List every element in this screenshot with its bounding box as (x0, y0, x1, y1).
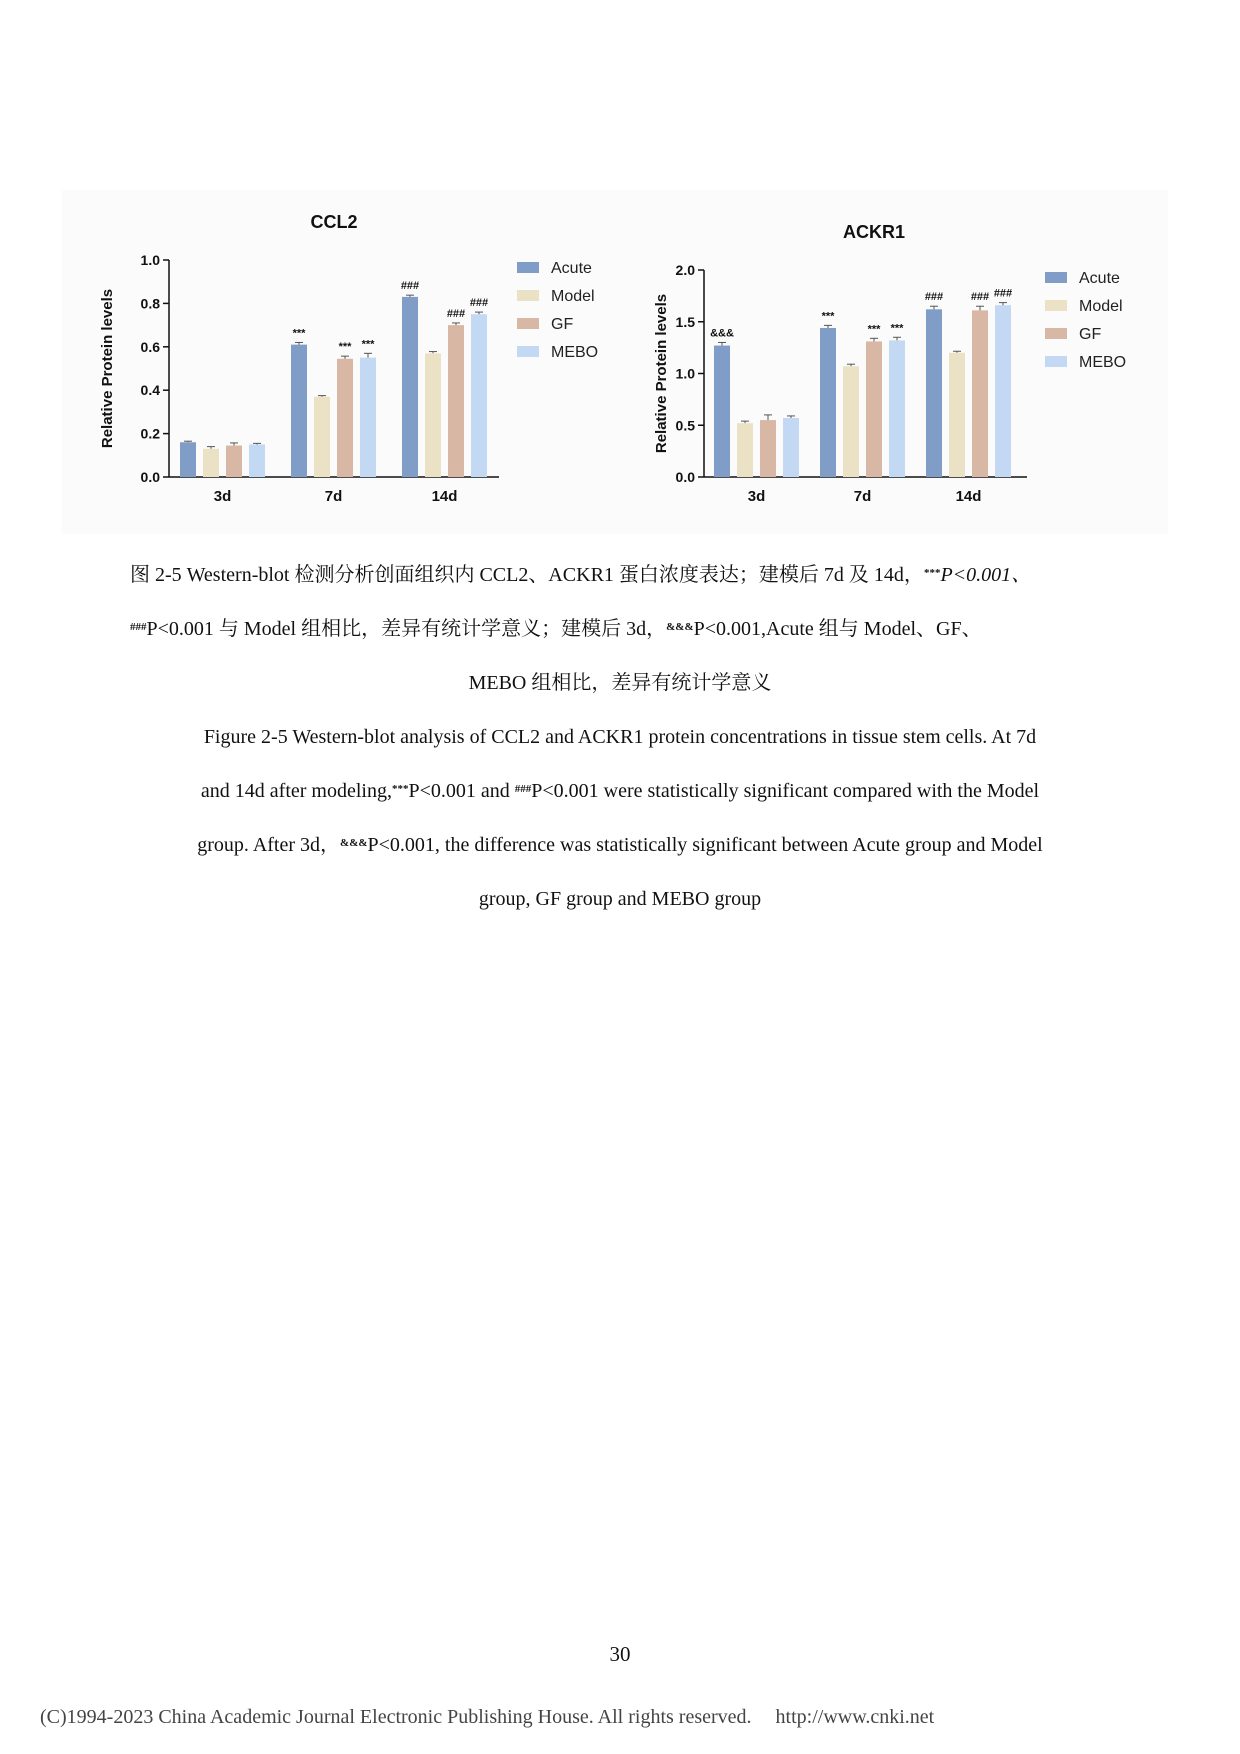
significance-marker: &&& (666, 621, 694, 633)
bar-gf (866, 341, 882, 477)
bar-acute (180, 442, 196, 477)
significance-marker: &&& (340, 837, 368, 849)
legend-label: MEBO (551, 344, 599, 361)
caption-cn-line-2 (130, 617, 1110, 641)
caption-text: P<0.001 与 Model 组相比，差异有统计学意义；建模后 3d， (146, 618, 667, 640)
caption-text: P<0.001 and (408, 780, 515, 802)
legend-label: Acute (1079, 270, 1120, 287)
footer (40, 1706, 958, 1729)
caption-text: MEBO 组相比，差异有统计学意义 (468, 672, 772, 694)
caption-text: P<0.001,Acute 组与 Model、GF、 (693, 618, 982, 640)
legend-label: GF (551, 316, 574, 333)
figure-panel (62, 190, 1168, 534)
legend-swatch-acute (1045, 272, 1067, 283)
significance-marker: ### (130, 621, 147, 633)
y-tick-label: 0.2 (140, 425, 160, 442)
caption-text: and 14d after modeling, (200, 780, 392, 802)
significance-label: ### (993, 287, 1013, 300)
x-tick-label: 14d (955, 488, 982, 505)
y-tick-label: 0.6 (140, 338, 160, 355)
bar-mebo (471, 314, 487, 477)
caption-text: Figure 2-5 Western-blot analysis of CCL2 and ACKR1 protein concentrations in tissue stem cells. At 7d (203, 726, 1037, 748)
significance-marker: ### (514, 783, 532, 795)
bar-model (203, 449, 219, 477)
y-tick-label: 0.5 (675, 417, 695, 434)
legend-swatch-gf (517, 318, 539, 329)
caption-en-line-2 (130, 779, 1110, 803)
chart-title: CCL2 (310, 212, 358, 232)
bar-mebo (889, 340, 905, 477)
caption-text: 图 2-5 Western-blot 检测分析创面组织内 CCL2、ACKR1 蛋白浓度表达；建模后 7d 及 14d， (130, 564, 924, 586)
significance-label: *** (292, 327, 306, 340)
legend-label: Model (551, 288, 595, 305)
bar-model (737, 423, 753, 477)
y-tick-label: 1.0 (675, 365, 695, 382)
bar-acute (291, 345, 307, 477)
x-tick-label: 7d (324, 488, 343, 505)
page-number: 30 (609, 1642, 631, 1666)
significance-label: *** (867, 323, 881, 336)
significance-marker: *** (391, 783, 409, 795)
caption-cn-line-3 (130, 671, 1110, 695)
y-tick-label: 0.0 (675, 469, 695, 485)
significance-label: ### (924, 291, 944, 304)
y-tick-label: 1.0 (140, 252, 160, 268)
bar-acute (714, 346, 730, 477)
bar-mebo (249, 444, 265, 477)
significance-label: *** (338, 341, 352, 354)
x-tick-label: 14d (431, 488, 458, 505)
caption-text: group, GF group and MEBO group (478, 888, 762, 910)
caption-en-line-1 (130, 725, 1110, 749)
y-tick-label: 0.4 (140, 382, 160, 399)
y-axis-label: Relative Protein levels (653, 293, 670, 454)
y-tick-label: 0.8 (140, 295, 160, 312)
legend-swatch-gf (1045, 328, 1067, 339)
legend-swatch-mebo (1045, 356, 1067, 367)
chart-title: ACKR1 (842, 222, 906, 242)
caption-cn-line-1 (130, 563, 1110, 587)
bar-mebo (995, 305, 1011, 477)
significance-label: *** (890, 322, 904, 335)
y-axis-label: Relative Protein levels (99, 288, 116, 449)
bar-gf (337, 359, 353, 477)
significance-label: ### (469, 297, 489, 310)
legend-label: Model (1079, 298, 1123, 315)
bar-gf (760, 420, 776, 477)
y-tick-label: 0.0 (140, 469, 160, 485)
bar-mebo (360, 358, 376, 477)
significance-label: ### (970, 291, 990, 304)
x-tick-label: 7d (853, 488, 872, 505)
legend-swatch-model (1045, 300, 1067, 311)
footer-url[interactable]: http://www.cnki.net (775, 1706, 935, 1728)
caption-en-line-3 (130, 833, 1110, 857)
significance-label: *** (821, 310, 835, 323)
bar-acute (820, 328, 836, 477)
legend-swatch-mebo (517, 346, 539, 357)
legend-swatch-model (517, 290, 539, 301)
significance-label: &&& (710, 327, 734, 340)
legend-label: MEBO (1079, 354, 1127, 371)
footer-copyright: (C)1994-2023 China Academic Journal Electronic Publishing House. All rights reserved. (40, 1706, 752, 1728)
bar-gf (448, 325, 464, 477)
caption-en-line-4 (130, 887, 1110, 911)
significance-label: ### (446, 307, 466, 320)
bar-acute (402, 297, 418, 477)
bar-model (314, 397, 330, 477)
caption-text: P<0.001, the difference was statistically significant between Acute group and Model (367, 834, 1043, 856)
bar-model (843, 366, 859, 477)
legend-label: GF (1079, 326, 1102, 343)
significance-label: ### (400, 280, 420, 293)
y-tick-label: 2.0 (675, 262, 695, 278)
bar-model (425, 353, 441, 477)
caption-text: group. After 3d， (197, 834, 341, 856)
bar-model (949, 353, 965, 477)
caption-text: P<0.001、 (940, 564, 1032, 586)
x-tick-label: 3d (747, 488, 766, 505)
bar-gf (972, 310, 988, 477)
caption-text: P<0.001 were statistically significant compared with the Model (531, 780, 1040, 802)
bar-mebo (783, 418, 799, 477)
bar-gf (226, 446, 242, 477)
legend-swatch-acute (517, 262, 539, 273)
bar-acute (926, 309, 942, 477)
x-tick-label: 3d (213, 488, 232, 505)
legend-label: Acute (551, 260, 592, 277)
figure-svg (62, 190, 1168, 534)
significance-marker: *** (923, 567, 941, 579)
significance-label: *** (361, 338, 375, 351)
y-tick-label: 1.5 (675, 313, 695, 330)
